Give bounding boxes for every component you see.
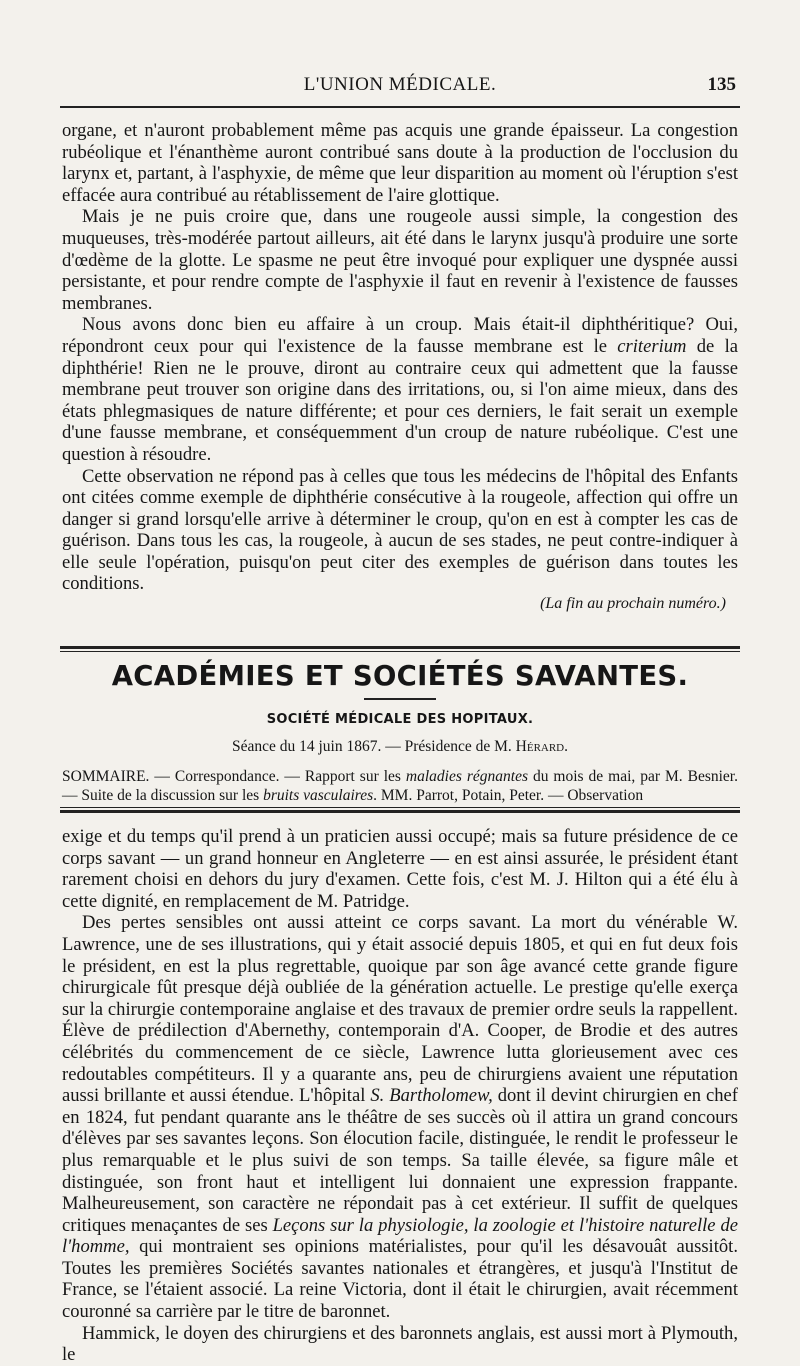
article-ending bbox=[62, 120, 738, 615]
society-name: SOCIÉTÉ MÉDICALE DES HOPITAUX. bbox=[266, 712, 534, 727]
section-rule-top-thin bbox=[60, 651, 740, 652]
paragraph: organe, et n'auront probablement même pas acquis une grande épaisseur. La congestion rubéolique et l'énanthème auront contribué sans doute à la production de l'occlusion du larynx et, partant, à l'asphyxie, de même que leur disparition au moment où l'éruption s'est effacée aura contribué au rétablissement de l'aire glottique. bbox=[62, 120, 738, 206]
paragraph: exige et du temps qu'il prend à un praticien aussi occupé; mais sa future présidence de ce corps savant — un grand honneur en Angleterre — en est ainsi assurée, le président étant rarement choisi en dehors du jury d'examen. Cette fois, c'est M. J. Hilton qui a été élu à cette dignité, en remplacement de M. Patridge. bbox=[62, 826, 738, 912]
header-rule bbox=[60, 106, 740, 108]
session-line: Séance du 14 juin 1867. — Présidence de M. Hérard. bbox=[231, 738, 569, 755]
session-summary: SOMMAIRE. — Correspondance. — Rapport sur les maladies régnantes du mois de mai, par M. Besnier. — Suite de la discussion sur les bruits vasculaires. MM. Parrot, Potain, Peter. — Observation bbox=[62, 768, 738, 804]
title-underline bbox=[364, 698, 436, 700]
paragraph: Nous avons donc bien eu affaire à un croup. Mais était-il diphthéritique? Oui, répondront ceux pour qui l'existence de la fausse membrane est le criterium de la diphthérie! Rien ne le prouve, diront au contraire ceux qui admettent que la fausse membrane peut trouver son origine dans des irritations, ou, si l'on aime mieux, dans des états phlegmasiques de nature différente; et pour ces derniers, le fait serait un exemple d'une fausse membrane, et conséquemment d'un croup de nature rubéolique. C'est une question à résoudre. bbox=[62, 314, 738, 465]
page-header bbox=[62, 74, 738, 100]
feuilleton-text bbox=[62, 826, 738, 1366]
page-number: 135 bbox=[707, 74, 736, 95]
section-title: ACADÉMIES ET SOCIÉTÉS SAVANTES. bbox=[111, 660, 689, 692]
section-rule-top bbox=[60, 646, 740, 649]
feuilleton-rule-thin bbox=[60, 807, 740, 808]
running-title: L'UNION MÉDICALE. bbox=[303, 74, 497, 95]
summary-label: SOMMAIRE. bbox=[62, 768, 150, 785]
paragraph: Des pertes sensibles ont aussi atteint ce corps savant. La mort du vénérable W. Lawrence, une de ses illustrations, qui y était associé depuis 1805, et qui en fut deux fois le président, en est la plus regrettable, quoique par son âge avancé cette grande figure chirurgicale fût presque déjà oubliée de la génération actuelle. Le prestige qu'elle exerça sur la chirurgie contemporaine anglaise et des travaux de premier ordre seuls la rappellent. Élève de prédilection d'Abernethy, contemporain d'A. Cooper, de Brodie et des autres célébrités du commencement de ce siècle, Lawrence lutta glorieusement avec ces redoutables compétiteurs. Il y a quarante ans, peu de chirurgiens avaient une réputation aussi brillante et aussi étendue. L'hôpital S. Bartholomew, dont il devint chirurgien en chef en 1824, fut pendant quarante ans le théâtre de ses succès où il attira un grand concours d'élèves par ses savantes leçons. Son élocution facile, distinguée, le rendit le professeur le plus remarquable et le plus suivi de son temps. Sa taille élevée, sa figure mâle et distinguée, son front haut et intelligent lui donnaient une expression frappante. Malheureusement, son caractère ne répondait pas à cet extérieur. Il suffit de quelques critiques menaçantes de ses Leçons sur la physiologie, la zoologie et l'histoire naturelle de l'homme, qui montraient ses opinions matérialistes, pour qu'il les désavouât aussitôt. Toutes les premières Sociétés savantes nationales et étrangères, et jusqu'à l'Institut de France, se l'étaient associé. La reine Victoria, dont il était le chirurgien, avait récemment couronné sa carrière par le titre de baronnet. bbox=[62, 912, 739, 1323]
paragraph: Cette observation ne répond pas à celles que tous les médecins de l'hôpital des Enfants ont citées comme exemple de diphthérie consécutive à la rougeole, affection qui offre un danger si grand lorsqu'elle arrive à déterminer le croup, qu'on en est à compter les cas de guérison. Dans tous les cas, la rougeole, à aucun de ses stades, ne peut contre-indiquer à elle seule l'opération, puisqu'on peut citer des exemples de guérison dans toutes les conditions. bbox=[62, 465, 738, 595]
paragraph: Mais je ne puis croire que, dans une rougeole aussi simple, la congestion des muqueuses, très-modérée partout ailleurs, ait été dans le larynx jusqu'à produire une sorte d'œdème de la glotte. Le spasme ne peut être invoqué pour expliquer une dyspnée aussi persistante, et pour rendre compte de l'asphyxie il faut en revenir à l'existence de fausses membranes. bbox=[62, 206, 738, 314]
to-be-continued-note: (La fin au prochain numéro.) bbox=[540, 595, 726, 613]
paragraph: Hammick, le doyen des chirurgiens et des baronnets anglais, est aussi mort à Plymouth, le bbox=[62, 1322, 738, 1366]
feuilleton-rule bbox=[60, 810, 740, 813]
